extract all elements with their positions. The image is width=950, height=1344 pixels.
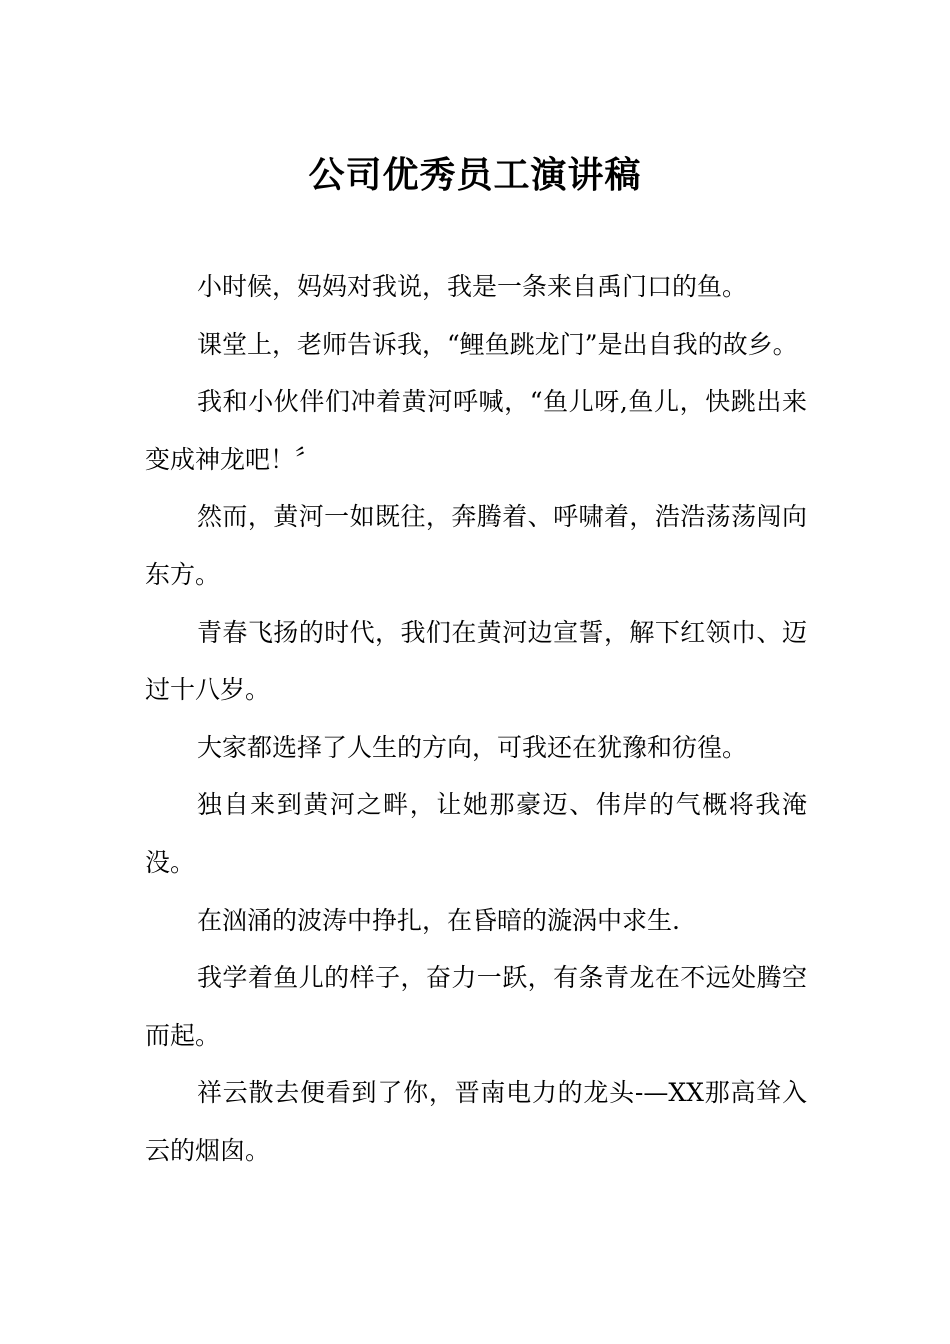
paragraph: 大家都选择了人生的方向，可我还在犹豫和彷徨。 xyxy=(197,732,748,762)
paragraph: 然而，黄河一如既往，奔腾着、呼啸着，浩浩荡荡闯向东方。 xyxy=(145,502,807,589)
document-body xyxy=(145,258,807,1180)
paragraph: 小时候，妈妈对我说，我是一条来自禹门口的鱼。 xyxy=(197,272,748,301)
document-title: 公司优秀员工演讲稿 xyxy=(308,155,642,197)
paragraph: 课堂上，老师告诉我，“鲤鱼跳龙门”是出自我的故乡。 xyxy=(197,329,798,359)
paragraph: 独自来到黄河之畔，让她那豪迈、伟岸的气概将我淹没。 xyxy=(145,790,807,877)
paragraph: 我和小伙伴们冲着黄河呼喊，“鱼儿呀,鱼儿，快跳出来变成神龙吧！〞 xyxy=(145,387,807,474)
paragraph: 我学着鱼儿的样子，奋力一跃，有条青龙在不远处腾空而起。 xyxy=(145,963,807,1050)
paragraph: 青春飞扬的时代，我们在黄河边宣誓，解下红领巾、迈过十八岁。 xyxy=(145,617,807,705)
paragraph: 在汹涌的波涛中挣扎，在昏暗的漩涡中求生. xyxy=(197,905,680,935)
paragraph: 祥云散去便看到了你，晋南电力的龙头-—XX那高耸入云的烟囱。 xyxy=(145,1078,807,1165)
